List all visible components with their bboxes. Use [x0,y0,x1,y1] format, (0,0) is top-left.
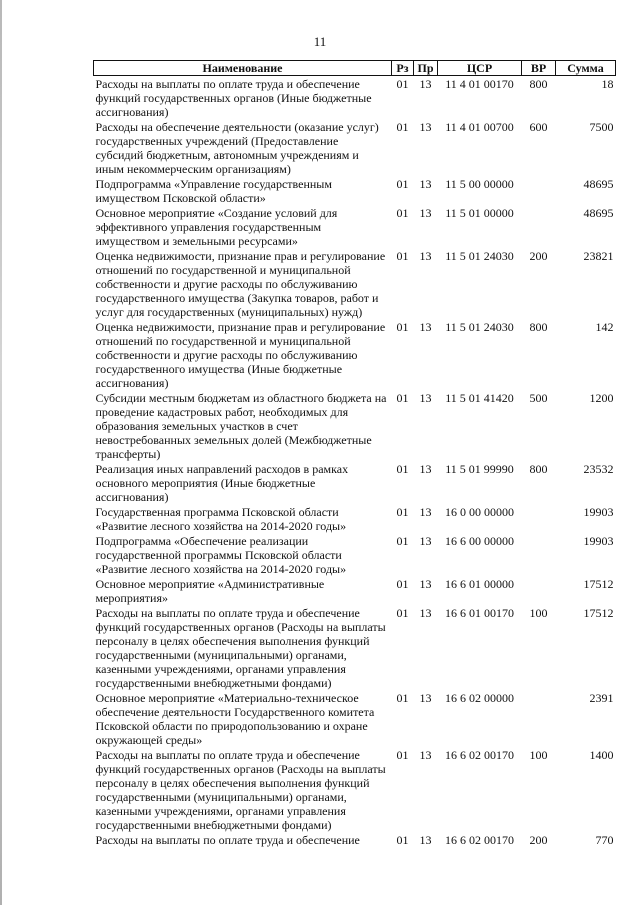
row-pr: 13 [419,249,432,263]
row-vr: 200 [529,249,548,263]
table-row [94,205,616,248]
table-row [94,690,616,747]
row-rz: 01 [396,120,409,134]
row-sum: 1400 [589,748,614,762]
row-csr: 16 0 00 00000 [445,505,514,519]
scan-edge [0,0,2,905]
row-csr: 16 6 02 00170 [445,748,514,762]
row-csr: 16 6 02 00170 [445,833,514,847]
row-vr: 100 [529,606,548,620]
table-row [94,832,616,847]
header-sum: Сумма [556,61,616,76]
header-vr: ВР [522,61,556,76]
row-vr [522,504,556,533]
row-csr: 16 6 01 00170 [445,606,514,620]
row-sum: 1200 [589,391,614,405]
table-row [94,533,616,576]
table-header-row [94,61,616,76]
row-csr: 16 6 02 00000 [445,691,514,705]
row-rz: 01 [396,77,409,91]
table-row [94,605,616,690]
header-csr: ЦСР [438,61,522,76]
row-vr: 800 [529,462,548,476]
table-row [94,119,616,176]
table-row [94,176,616,205]
budget-table [93,60,616,847]
row-vr: 800 [529,320,548,334]
row-sum: 48695 [583,206,614,220]
row-csr: 16 6 00 00000 [445,534,514,548]
row-vr [522,176,556,205]
row-name: Основное мероприятие «Создание условий для эффективного управления государственным имуществом и земельными ресурсами» [95,206,338,248]
row-rz: 01 [396,534,409,548]
row-csr: 11 5 01 41420 [445,391,514,405]
row-sum: 19903 [583,534,614,548]
row-sum: 48695 [583,177,614,191]
row-name: Государственная программа Псковской области «Развитие лесного хозяйства на 2014-2020 годы» [95,505,347,533]
row-name: Расходы на выплаты по оплате труда и обеспечение функций государственных органов (Расходы на выплаты персоналу в целях обеспечения выполнения функций государственными (муниципальными) органами, казенными учреждениями, органами управления государственными внебюджетными фондами) [95,606,386,690]
row-csr: 11 5 01 00000 [445,206,514,220]
row-name: Расходы на выплаты по оплате труда и обеспечение [95,833,360,847]
row-sum: 2391 [589,691,614,705]
row-rz: 01 [396,691,409,705]
row-rz: 01 [396,748,409,762]
row-pr: 13 [419,691,432,705]
row-pr: 13 [419,505,432,519]
row-pr: 13 [419,206,432,220]
row-name: Основное мероприятие «Административные мероприятия» [95,577,325,605]
header-pr: Пр [414,61,438,76]
row-vr [522,576,556,605]
table-row [94,319,616,390]
row-name: Расходы на обеспечение деятельности (оказание услуг) государственных учреждений (Предоставление субсидий бюджетным, автономным учреждениям и иным некоммерческим организациям) [95,120,379,176]
table-row [94,504,616,533]
row-rz: 01 [396,206,409,220]
row-sum: 18 [601,77,614,91]
table-row [94,76,616,120]
row-sum: 7500 [589,120,614,134]
row-vr: 600 [529,120,548,134]
row-csr: 11 4 01 00700 [445,120,514,134]
row-name: Подпрограмма «Обеспечение реализации государственной программы Псковской области «Развитие лесного хозяйства на 2014-2020 годы» [95,534,347,576]
header-rz: Рз [392,61,414,76]
table-row [94,248,616,319]
row-name: Расходы на выплаты по оплате труда и обеспечение функций государственных органов (Иные бюджетные ассигнования) [95,77,372,119]
table-row [94,576,616,605]
row-vr: 100 [529,748,548,762]
row-rz: 01 [396,577,409,591]
row-pr: 13 [419,77,432,91]
row-pr: 13 [419,391,432,405]
row-name: Основное мероприятие «Материально-техническое обеспечение деятельности Государственного комитета Псковской области по природопользованию и охране окружающей среды» [95,691,375,747]
row-csr: 11 5 00 00000 [445,177,514,191]
row-pr: 13 [419,606,432,620]
row-csr: 11 5 01 99990 [445,462,514,476]
row-rz: 01 [396,391,409,405]
row-name: Расходы на выплаты по оплате труда и обеспечение функций государственных органов (Расходы на выплаты персоналу в целях обеспечения выполнения функций государственными (муниципальными) органами, казенными учреждениями, органами управления государственными внебюджетными фондами) [95,748,386,832]
row-rz: 01 [396,177,409,191]
row-sum: 770 [595,833,614,847]
row-sum: 17512 [583,577,614,591]
table-row [94,747,616,832]
row-name: Субсидии местным бюджетам из областного бюджета на проведение кадастровых работ, необходимых для образования земельных участков в счет невостребованных земельных долей (Межбюджетные трансферты) [95,391,387,461]
row-csr: 11 5 01 24030 [445,320,514,334]
table-row [94,461,616,504]
row-pr: 13 [419,577,432,591]
row-sum: 23821 [583,249,614,263]
row-vr [522,533,556,576]
row-name: Подпрограмма «Управление государственным имуществом Псковской области» [95,177,332,205]
row-csr: 16 6 01 00000 [445,577,514,591]
row-pr: 13 [419,120,432,134]
row-rz: 01 [396,320,409,334]
row-vr: 800 [529,77,548,91]
row-pr: 13 [419,177,432,191]
row-rz: 01 [396,505,409,519]
row-rz: 01 [396,606,409,620]
row-pr: 13 [419,534,432,548]
row-rz: 01 [396,462,409,476]
row-csr: 11 5 01 24030 [445,249,514,263]
page-number: 11 [313,34,327,49]
row-name: Оценка недвижимости, признание прав и регулирование отношений по государственной и муниципальной собственности и другие расходы по обслуживанию государственного имущества (Закупка товаров, работ и услуг для государственных (муниципальных) нужд) [95,249,386,319]
row-sum: 142 [595,320,614,334]
row-rz: 01 [396,249,409,263]
row-sum: 17512 [583,606,614,620]
table-row [94,390,616,461]
row-sum: 23532 [583,462,614,476]
row-name: Реализация иных направлений расходов в рамках основного мероприятия (Иные бюджетные ассигнования) [95,462,349,504]
row-vr [522,205,556,248]
row-sum: 19903 [583,505,614,519]
row-vr: 200 [529,833,548,847]
header-name: Наименование [94,61,392,76]
row-pr: 13 [419,320,432,334]
row-pr: 13 [419,748,432,762]
row-rz: 01 [396,833,409,847]
row-pr: 13 [419,833,432,847]
row-csr: 11 4 01 00170 [445,77,514,91]
row-name: Оценка недвижимости, признание прав и регулирование отношений по государственной и муниципальной собственности и другие расходы по обслуживанию государственного имущества (Иные бюджетные ассигнования) [95,320,386,390]
row-vr: 500 [529,391,548,405]
row-vr [522,690,556,747]
row-pr: 13 [419,462,432,476]
